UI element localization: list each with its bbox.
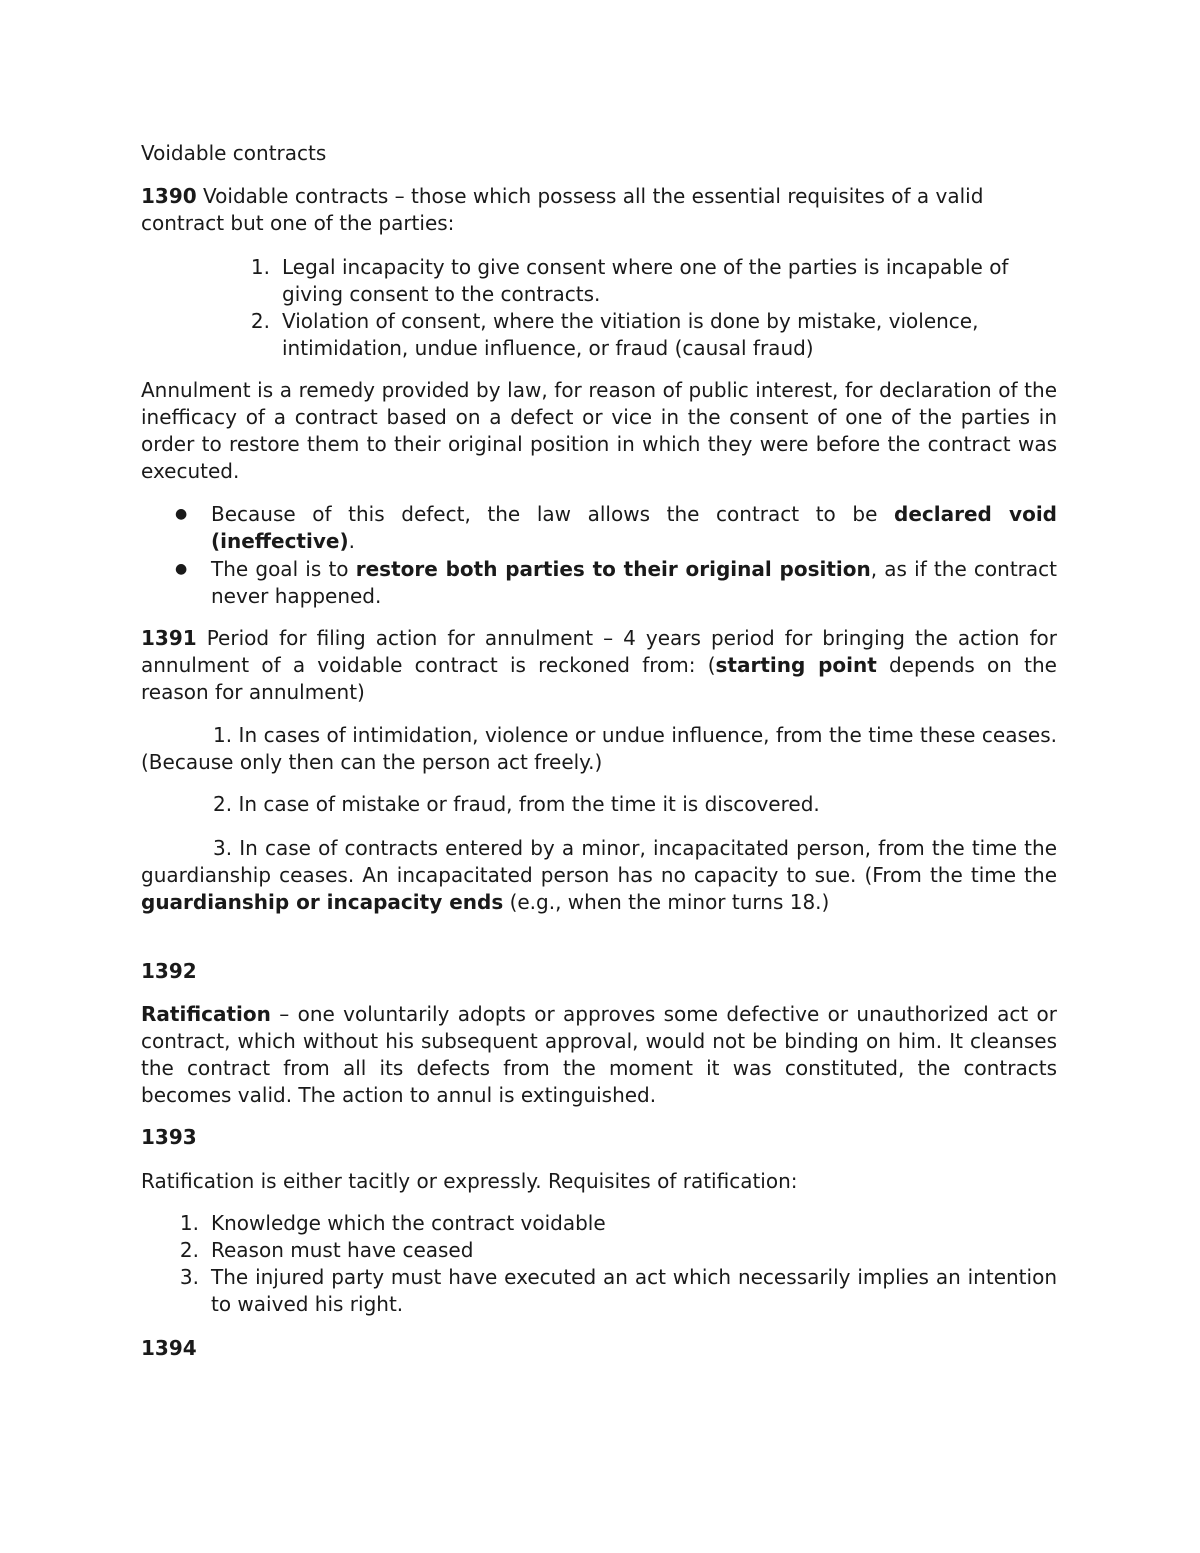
list-item: The injured party must have executed an act which necessarily implies an intention to waived his right. xyxy=(211,1265,1057,1316)
bullet-item: The goal is to restore both parties to their original position, as if the contract never happened. xyxy=(211,557,1057,608)
list-marker: 3. xyxy=(179,1265,199,1289)
article-number: 1392 xyxy=(141,959,197,983)
list-marker: 2. xyxy=(250,309,270,333)
article-1391-item-3: 3. In case of contracts entered by a minor, incapacitated person, from the time the guardianship ceases. An incapacitated person has no capacity to sue. (From the time the guardianship or incapacity ends (e.g., when the minor turns 18.) xyxy=(141,836,1057,914)
list-item: Legal incapacity to give consent where one of the parties is incapable of giving consent to the contracts. xyxy=(282,255,1009,306)
article-1390-paragraph xyxy=(141,183,1057,237)
bullet-item: Because of this defect, the law allows the contract to be declared void (ineffective). xyxy=(211,502,1057,553)
article-number: 1394 xyxy=(141,1336,197,1360)
article-number: 1391 xyxy=(141,626,197,650)
bullet-icon: ● xyxy=(175,506,188,522)
article-text: Voidable contracts – those which possess all the essential requisites of a valid contract but one of the parties: xyxy=(141,184,984,235)
article-1394-heading xyxy=(141,1335,1057,1362)
article-1392-heading xyxy=(141,958,1057,985)
annulment-paragraph: Annulment is a remedy provided by law, for reason of public interest, for declaration of the inefficacy of a contract based on a defect or vice in the consent of one of the parties in order to restore them to their original position in which they were before the contract was executed. xyxy=(141,378,1057,483)
ratification-paragraph: Ratification – one voluntarily adopts or approves some defective or unauthorized act or contract, which without his subsequent approval, would not be binding on him. It cleanses the contract from all its defects from the moment it was constituted, the contracts becomes valid. The action to annul is extinguished. xyxy=(141,1002,1057,1107)
list-marker: 1. xyxy=(179,1211,199,1235)
ratification-term: Ratification xyxy=(141,1002,271,1026)
article-1391-item-1: 1. In cases of intimidation, violence or undue influence, from the time these ceases. (Because only then can the person act freely.) xyxy=(141,723,1057,774)
article-1393-heading xyxy=(141,1124,1057,1151)
bullet-icon: ● xyxy=(175,561,188,577)
list-marker: 1. xyxy=(250,255,270,279)
list-item: Violation of consent, where the vitiation is done by mistake, violence, intimidation, undue influence, or fraud (causal fraud) xyxy=(282,309,979,360)
article-number: 1390 xyxy=(141,184,197,208)
article-number: 1393 xyxy=(141,1125,197,1149)
document-title: Voidable contracts xyxy=(141,141,327,165)
list-item: Knowledge which the contract voidable xyxy=(211,1211,606,1235)
article-1391-paragraph: 1391 Period for filing action for annulment – 4 years period for bringing the action for annulment of a voidable contract is reckoned from: (starting point depends on the reason for annulment) xyxy=(141,626,1057,704)
list-marker: 2. xyxy=(179,1238,199,1262)
list-item: Reason must have ceased xyxy=(211,1238,474,1262)
ratification-requisites-intro: Ratification is either tacitly or expressly. Requisites of ratification: xyxy=(141,1169,798,1193)
article-1391-item-2: 2. In case of mistake or fraud, from the time it is discovered. xyxy=(213,792,820,816)
